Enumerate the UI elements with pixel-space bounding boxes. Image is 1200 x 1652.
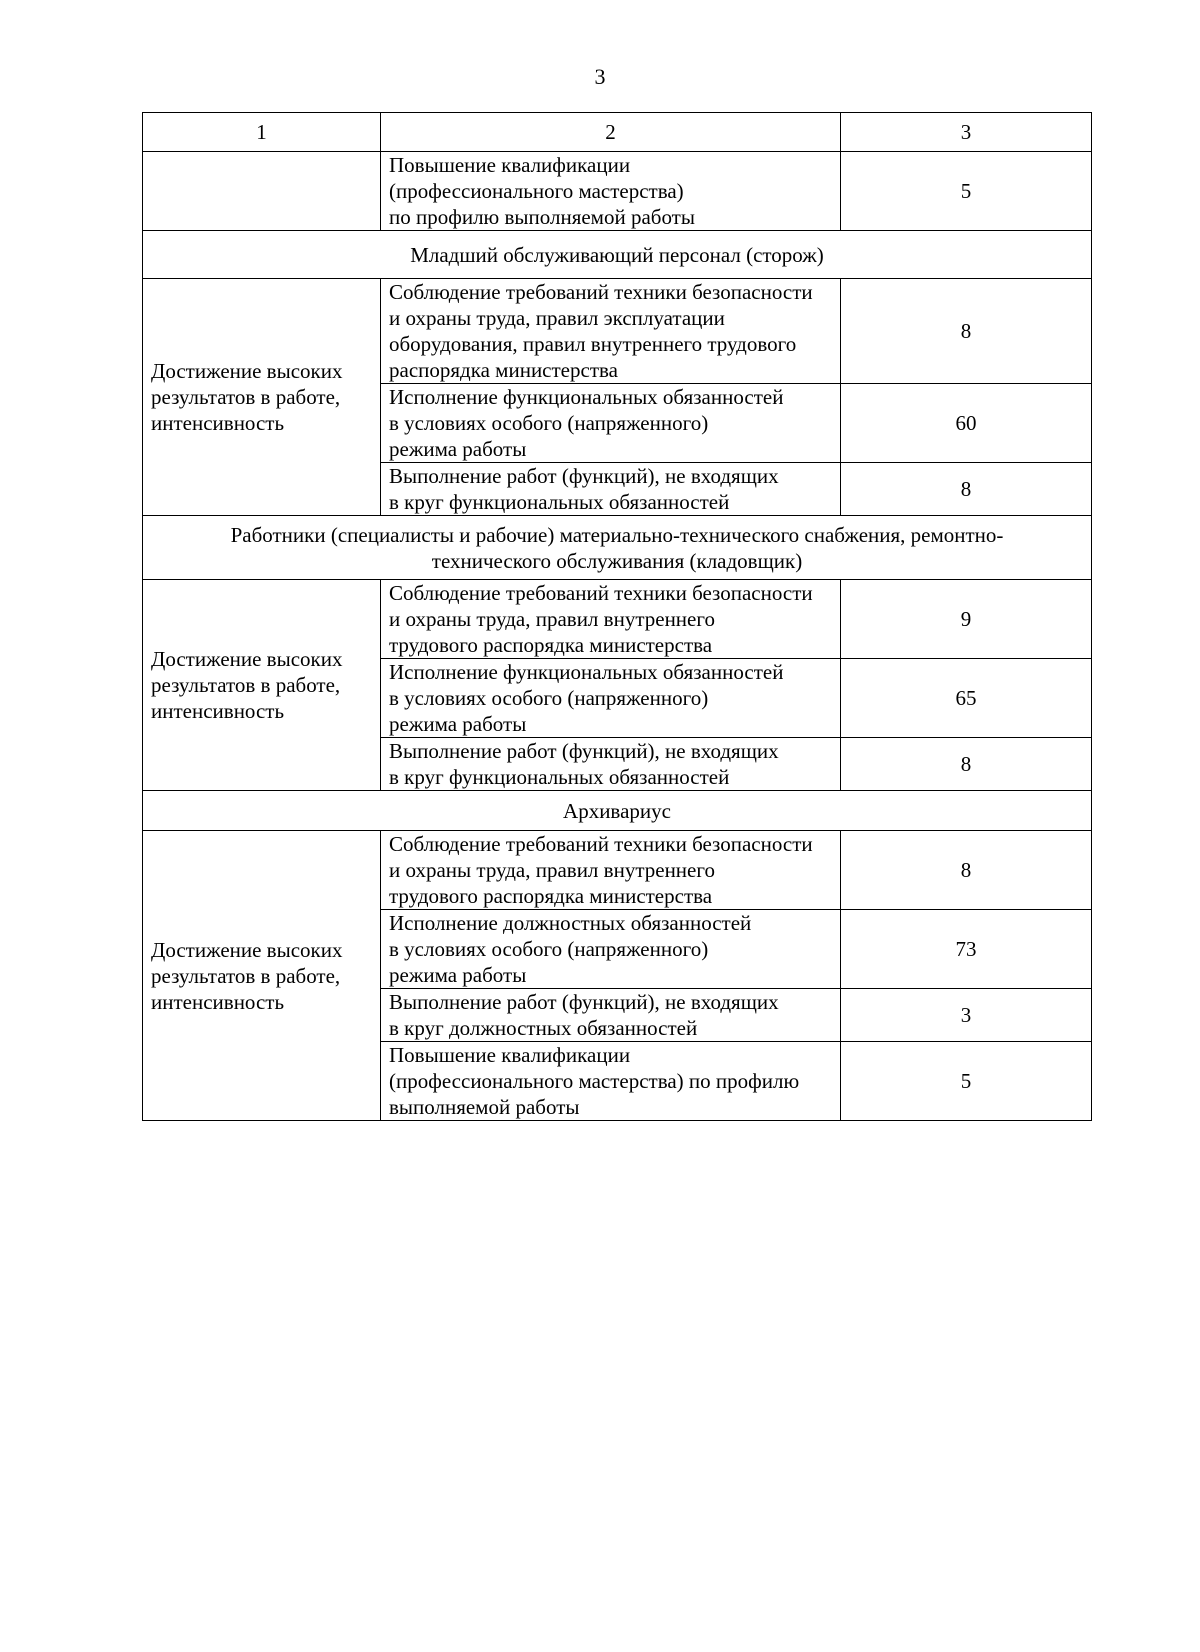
criterion-line: Исполнение функциональных обязанностей bbox=[389, 660, 784, 684]
section-title bbox=[143, 791, 1092, 831]
value-cell: 3 bbox=[841, 989, 1092, 1042]
group-label-line: результатов в работе, bbox=[151, 385, 341, 409]
table-row bbox=[143, 831, 1092, 910]
criterion-line: Выполнение работ (функций), не входящих bbox=[389, 464, 779, 488]
value-cell: 8 bbox=[841, 463, 1092, 516]
section-title-line: технического обслуживания (кладовщик) bbox=[431, 548, 803, 573]
section-title-row bbox=[143, 231, 1092, 279]
criterion-line: (профессионального мастерства) bbox=[389, 179, 684, 203]
criterion-line: в круг должностных обязанностей bbox=[389, 1016, 698, 1040]
criterion-cell bbox=[381, 384, 841, 463]
group-label-line: результатов в работе, bbox=[151, 673, 341, 697]
section-title bbox=[143, 516, 1092, 580]
criterion-line: в круг функциональных обязанностей bbox=[389, 765, 730, 789]
criterion-line: режима работы bbox=[389, 712, 527, 736]
criterion-line: (профессионального мастерства) по профилю bbox=[389, 1069, 800, 1093]
section-title-line: Младший обслуживающий персонал (сторож) bbox=[410, 242, 824, 267]
criterion-line: в условиях особого (напряженного) bbox=[389, 937, 709, 961]
section-title-line: Работники (специалисты и рабочие) материально-технического снабжения, ремонтно- bbox=[230, 522, 1004, 547]
section-title-line: Архивариус bbox=[563, 798, 671, 823]
criterion-line: режима работы bbox=[389, 437, 527, 461]
criterion-cell bbox=[381, 989, 841, 1042]
criterion-cell bbox=[381, 659, 841, 738]
section-title-row bbox=[143, 791, 1092, 831]
value-cell: 9 bbox=[841, 580, 1092, 659]
criterion-cell bbox=[381, 463, 841, 516]
criterion-line: в условиях особого (напряженного) bbox=[389, 411, 709, 435]
criterion-line: в условиях особого (напряженного) bbox=[389, 686, 709, 710]
group-label-line: Достижение высоких bbox=[151, 937, 343, 962]
criterion-line: распорядка министерства bbox=[389, 358, 618, 382]
criterion-line: оборудования, правил внутреннего трудового bbox=[389, 332, 797, 356]
criterion-line: и охраны труда, правил внутреннего bbox=[389, 858, 715, 882]
header-col-3: 3 bbox=[841, 113, 1092, 152]
value-cell: 8 bbox=[841, 831, 1092, 910]
value-cell: 60 bbox=[841, 384, 1092, 463]
criterion-line: в круг функциональных обязанностей bbox=[389, 490, 730, 514]
criterion-line: и охраны труда, правил внутреннего bbox=[389, 607, 715, 631]
criterion-line: по профилю выполняемой работы bbox=[389, 205, 695, 229]
criterion-line: режима работы bbox=[389, 963, 527, 987]
table-row bbox=[143, 279, 1092, 384]
criterion-cell bbox=[381, 580, 841, 659]
group-label-line: Достижение высоких bbox=[151, 359, 343, 383]
criterion-cell bbox=[381, 738, 841, 791]
table-row bbox=[143, 152, 1092, 231]
group-label-line: интенсивность bbox=[151, 411, 285, 435]
criterion-cell bbox=[381, 152, 841, 231]
criterion-cell bbox=[381, 831, 841, 910]
criterion-line: Соблюдение требований техники безопасности bbox=[389, 832, 813, 856]
section-title bbox=[143, 231, 1092, 279]
group-label-cell bbox=[143, 152, 381, 231]
group-label-cell bbox=[143, 279, 381, 516]
criterion-line: Исполнение функциональных обязанностей bbox=[389, 385, 784, 409]
value-cell: 73 bbox=[841, 910, 1092, 989]
criterion-line: Выполнение работ (функций), не входящих bbox=[389, 990, 779, 1014]
group-label-cell bbox=[143, 580, 381, 791]
value-cell: 65 bbox=[841, 659, 1092, 738]
criterion-line: трудового распорядка министерства bbox=[389, 633, 713, 657]
criterion-line: выполняемой работы bbox=[389, 1095, 580, 1119]
table-header-row bbox=[143, 113, 1092, 152]
header-col-1: 1 bbox=[143, 113, 381, 152]
criterion-line: Выполнение работ (функций), не входящих bbox=[389, 739, 779, 763]
value-cell: 5 bbox=[841, 1042, 1092, 1121]
criterion-line: и охраны труда, правил эксплуатации bbox=[389, 306, 725, 330]
page-number: 3 bbox=[594, 64, 606, 89]
value-cell: 8 bbox=[841, 738, 1092, 791]
criterion-cell bbox=[381, 910, 841, 989]
group-label-cell bbox=[143, 831, 381, 1121]
criterion-line: Повышение квалификации bbox=[389, 1043, 631, 1067]
criterion-line: трудового распорядка министерства bbox=[389, 884, 713, 908]
criterion-line: Повышение квалификации bbox=[389, 153, 631, 177]
criterion-cell bbox=[381, 279, 841, 384]
criterion-line: Соблюдение требований техники безопасности bbox=[389, 280, 813, 304]
group-label-line: интенсивность bbox=[151, 989, 285, 1014]
criterion-cell bbox=[381, 1042, 841, 1121]
criterion-line: Соблюдение требований техники безопасности bbox=[389, 581, 813, 605]
value-cell: 5 bbox=[841, 152, 1092, 231]
table-row bbox=[143, 580, 1092, 659]
group-label-line: Достижение высоких bbox=[151, 647, 343, 671]
group-label-line: интенсивность bbox=[151, 699, 285, 723]
value-cell: 8 bbox=[841, 279, 1092, 384]
criteria-table bbox=[142, 112, 1092, 1121]
header-col-2: 2 bbox=[381, 113, 841, 152]
section-title-row bbox=[143, 516, 1092, 580]
group-label-line: результатов в работе, bbox=[151, 963, 341, 988]
criterion-line: Исполнение должностных обязанностей bbox=[389, 911, 752, 935]
